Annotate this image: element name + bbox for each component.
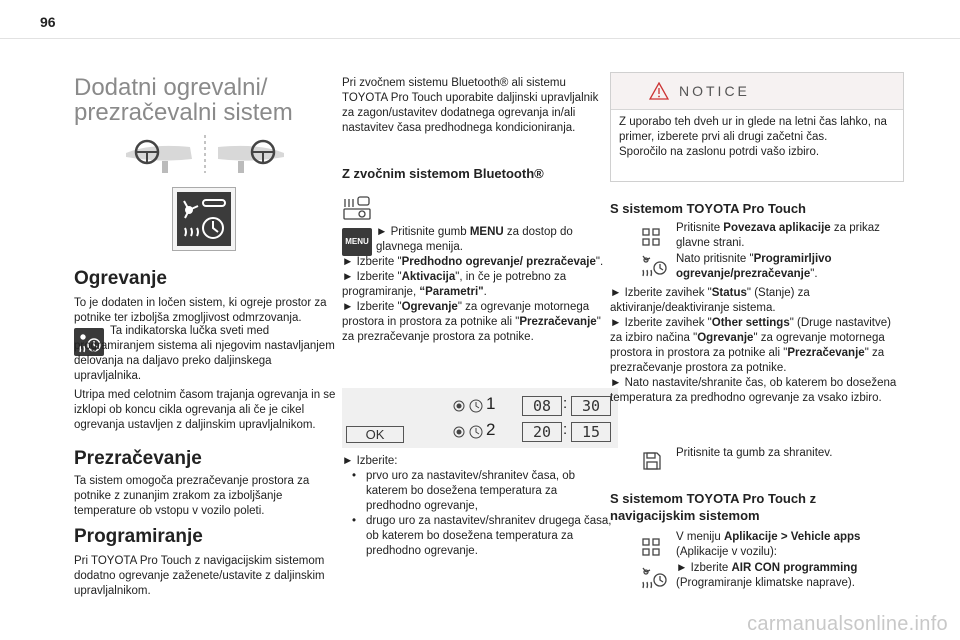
section-heading-ogrevanje: Ogrevanje [74, 268, 167, 289]
timer-1-min[interactable]: 30 [571, 396, 611, 416]
warning-icon [649, 82, 669, 100]
timer-1-label: 1 [486, 394, 496, 413]
ogrevanje-paragraph-3: Utripa med celotnim časom trajanja ogrevanja in se izklopi ob koncu cikla ogrevanja ali če je cikel ogrevanja ustavljen z daljinskim upravljalnikom. [74, 389, 336, 431]
menu-button-icon: MENU [342, 228, 372, 256]
steering-wheel-icon [120, 133, 290, 175]
programiranje-paragraph: Pri TOYOTA Pro Touch z navigacijskim sistemom dodatno ogrevanje zaženete/ustavite z daljinskim upravljalnikom. [74, 555, 325, 597]
timer-2-min[interactable]: 15 [571, 422, 611, 442]
timer-1-hour[interactable]: 08 [522, 396, 562, 416]
timer-display-panel [342, 388, 618, 448]
choose-block [342, 454, 612, 559]
pt-step-time: ► Nato nastavite/shranite čas, ob katerem bo dosežena temperatura za predhodno ogrevanje za vsako izbiro. [610, 377, 897, 404]
prezracevanje-paragraph: Ta sistem omogoča prezračevanje prostora za potnike z zunanjim zrakom za izboljšanje temperature ob vstopu v vozilo poleti. [74, 475, 310, 517]
step-aktivacija: ► Izberite "Aktivacija", in če je potrebno za programiranje, “Parametri". [342, 271, 567, 298]
app-grid-icon [642, 538, 660, 556]
heading-protouch: S sistemom TOYOTA Pro Touch [610, 201, 806, 216]
ogrevanje-paragraph-2: Ta indikatorska lučka sveti med programiranjem sistema ali njegovim nastavljanjem delovanja na daljavo preko daljinskega upravljalnika. [74, 325, 335, 382]
pt-step-save: Pritisnite ta gumb za shranitev. [676, 447, 833, 459]
heading-nav: S sistemom TOYOTA Pro Touch z navigacijskim sistemom [610, 491, 817, 523]
heater-remote-icon [342, 195, 372, 221]
notice-header [611, 73, 903, 110]
pt-step-1: Pritisnite Povezava aplikacije za prikaz glavne strani. [676, 222, 880, 249]
pt-step-2: Nato pritisnite "Programirljivo ogrevanje/prezračevanje". [676, 253, 832, 280]
page-title: Dodatni ogrevalni/ prezračevalni sistem [74, 74, 293, 126]
ogrevanje-paragraph-1: To je dodaten in ločen sistem, ki ogreje prostor za potnike ter izboljša zmogljivost odmrzovanja. [74, 297, 327, 324]
section-heading-programiranje: Programiranje [74, 526, 203, 547]
heater-program-icon [640, 566, 668, 590]
footer-watermark: carmanualsonline.info [747, 613, 948, 635]
timer-1-sep: : [563, 395, 568, 412]
header-rule [0, 38, 960, 39]
heater-indicator-icon [172, 187, 236, 251]
clock-icon [469, 399, 483, 413]
pt-step-settings: ► Izberite zavihek "Other settings" (Druge nastavitve) za izbiro načina "Ogrevanje" za ogrevanje motornega prostora in prostora za potnike ali "Prezračevanje" za prezračevanje prostora za potnike. [610, 317, 891, 374]
clock-icon [469, 425, 483, 439]
step-ogrevanje: ► Izberite "Ogrevanje" za ogrevanje motornega prostora in prostora za potnike ali "Prezračevanje" za prezračevanje prostora za potnike. [342, 301, 601, 343]
nav-step-2: ► Izberite AIR CON programming (Programiranje klimatske naprave). [676, 562, 858, 589]
timer-2-hour[interactable]: 20 [522, 422, 562, 442]
radio-icon [453, 400, 465, 412]
pt-step-status: ► Izberite zavihek "Status" (Stanje) za aktiviranje/deaktiviranje sistema. [610, 287, 810, 314]
radio-icon [453, 426, 465, 438]
list-item: • prvo uro za nastavitev/shranitev časa, ob katerem bo dosežena temperatura za predhodno ogrevanje, [352, 470, 576, 512]
save-icon [643, 452, 661, 470]
ok-button[interactable]: OK [346, 426, 404, 443]
step-predhodno: ► Izberite "Predhodno ogrevanje/ prezračevaje". [342, 256, 604, 268]
nav-step-1: V meniju Aplikacije > Vehicle apps (Aplikacije v vozilu): [676, 531, 861, 558]
notice-body: Z uporabo teh dveh ur in glede na letni čas lahko, na primer, izberete prvi ali drugi začetni čas. Sporočilo na zaslonu potrdi vašo izbiro. [619, 116, 887, 158]
intro-paragraph: Pri zvočnem sistemu Bluetooth® ali sistemu TOYOTA Pro Touch uporabite daljinski upravljalnik za zagon/ustavitev dodatnega ogrevanja in/ali nastavitev časa predhodnega kondicioniranja. [342, 77, 599, 134]
pt-steps [610, 286, 904, 406]
bluetooth-steps [342, 225, 608, 345]
list-item: • drugo uro za nastavitev/shranitev drugega časa, ob katerem bo dosežena temperatura za predhodno ogrevanje. [352, 515, 612, 557]
heater-program-icon [640, 254, 668, 278]
timer-2-label: 2 [486, 420, 496, 439]
notice-box [610, 72, 904, 182]
notice-title: NOTICE [679, 83, 750, 99]
timer-2-sep: : [563, 421, 568, 438]
choose-label: ► Izberite: [342, 455, 398, 467]
heading-bluetooth: Z zvočnim sistemom Bluetooth® [342, 166, 544, 181]
step-menu: ► Pritisnite gumb MENU za dostop do glavnega menija. [376, 226, 573, 253]
section-heading-prezracevanje: Prezračevanje [74, 448, 202, 469]
page-number: 96 [40, 14, 56, 30]
app-grid-icon [642, 228, 660, 246]
